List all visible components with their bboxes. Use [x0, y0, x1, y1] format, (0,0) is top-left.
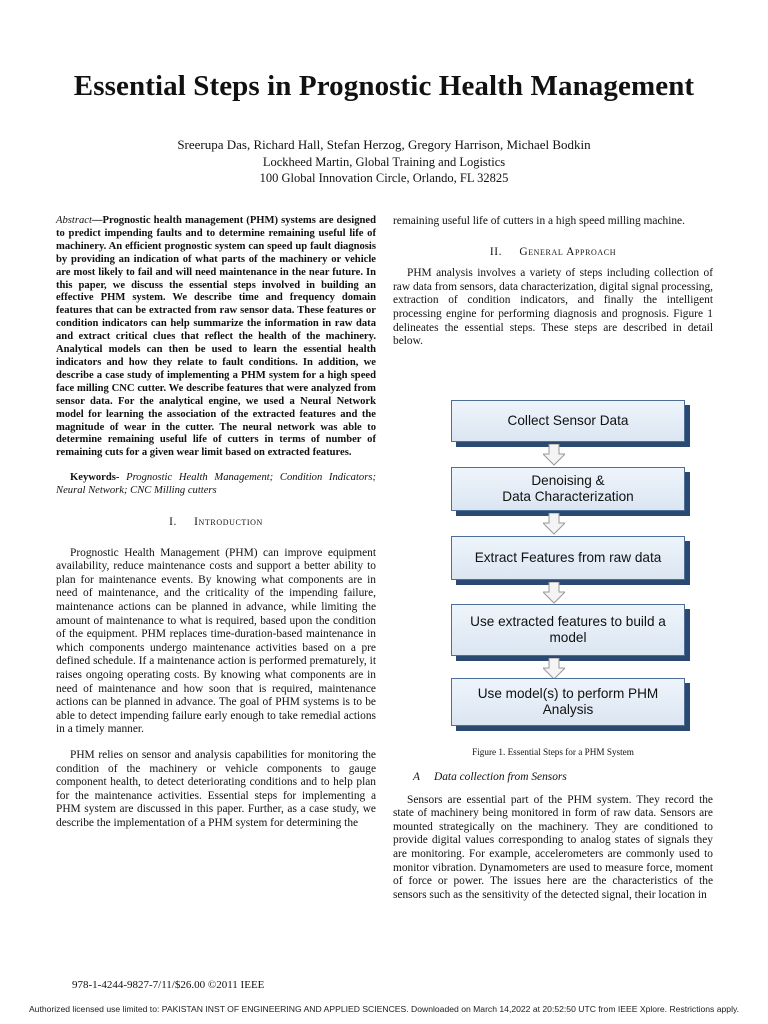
license-notice: Authorized licensed use limited to: PAKISTAN INST OF ENGINEERING AND APPLIED SCIENCES. Downloaded on March 14,2022 at 20:52:50 UTC from IEEE Xplore. Restrictions apply. [28, 1004, 740, 1014]
abstract-label: Abstract [56, 215, 92, 226]
section-heading-introduction: I. Introduction [169, 516, 263, 529]
keywords-label: Keywords- [70, 472, 120, 484]
right-column-bottom [393, 771, 713, 902]
step-box-extract-features: Extract Features from raw data [451, 536, 685, 580]
figure-caption: Figure 1. Essential Steps for a PHM System [472, 747, 634, 757]
affiliation-line-2: 100 Global Innovation Circle, Orlando, FL 32825 [259, 171, 509, 185]
section-heading-general-approach: II. General Approach [489, 245, 617, 258]
abstract [56, 215, 376, 460]
keywords [56, 472, 376, 498]
data-collection-paragraph: Sensors are essential part of the PHM system. They record the state of machinery being monitored in form of raw data. Sensors are mounted strategically on the machinery. They are conditioned to provide digital values corresponding to analog states of signals they are monitoring. For example, accelerometers are commonly used to monitor vibration. Dynamometers are used to measure force, moment of force or power. The issues here are the characteristics of the sensors such as the sensitivity of the detected signal, their location in [393, 793, 713, 901]
copyright-footer: 978-1-4244-9827-7/11/$26.00 ©2011 IEEE [72, 979, 265, 991]
down-arrow-icon [543, 444, 565, 466]
figure-1-flowchart [393, 390, 713, 740]
continued-text: remaining useful life of cutters in a high speed milling machine. [393, 215, 685, 227]
down-arrow-icon [543, 513, 565, 535]
keywords-text: Prognostic Health Management; Condition Indicators; Neural Network; CNC Milling cutters [56, 472, 376, 497]
step-box-denoising: Denoising & Data Characterization [451, 467, 685, 511]
general-approach-paragraph: PHM analysis involves a variety of steps including collection of raw data from sensors, data characterization, digital signal processing, extraction of condition indicators, and finally the intelligent processing engine for performing diagnosis and prognosis. Figure 1 delineates the essential steps. These steps are described in detail below. [393, 267, 713, 348]
paper-title: Essential Steps in Prognostic Health Management [73, 70, 695, 102]
affiliation-line-1: Lockheed Martin, Global Training and Logistics [262, 155, 506, 169]
step-box-collect-sensor-data: Collect Sensor Data [451, 400, 685, 442]
step-box-build-model: Use extracted features to build a model [451, 604, 685, 656]
author-list: Sreerupa Das, Richard Hall, Stefan Herzog, Gregory Harrison, Michael Bodkin [177, 137, 591, 152]
abstract-text: Prognostic health management (PHM) systems are designed to predict impending faults and to determine remaining useful life of machinery. An efficient prognostic system can speed up fault diagnosis by providing an indication of what parts of the machinery or vehicle are most likely to fail and will need maintenance in the near future. In this paper, we discuss the essential steps involved in building an effective PHM system. We describe time and frequency domain features that can be extracted from raw sensor data. These features or condition indicators can help summarize the information in raw data and extract critical clues that reflect the health of the machinery. Analytical models can then be used to learn the essential health indicators and how they relate to fault conditions. In addition, we describe a case study of implementing a PHM system for a high speed face milling CNC cutter. We describe features that were analyzed from sensor data. For the analytical engine, we used a Neural Network model for learning the association of the extracted features and the magnitude of wear in the cutter. The neural network was able to determine remaining useful life of cutters in terms of number of remaining cuts for a given wear limit based on extracted features. [56, 215, 376, 459]
intro-paragraph-1: Prognostic Health Management (PHM) can improve equipment availability, reduce maintenance costs and support a better ability to plan for maintenance events. By knowing what components are in need of maintenance, and the criticality of the impending failure, maintenance actions can be planned in advance, while limiting the amount of maintenance to what is required, based upon the condition of the equipment. PHM replaces time-duration-based maintenance in which components undergo maintenance activities based on a pre defined schedule. If a maintenance action is performed prematurely, it raises ongoing operating costs. By knowing what components are in need of maintenance and how soon that is required, maintenance actions can be planned in advance. The goal of PHM systems is to be able to detect impending failure early enough to take remedial actions in a timely manner. [56, 546, 376, 736]
intro-paragraph-2: PHM relies on sensor and analysis capabilities for monitoring the condition of the machinery or vehicle components to gauge component health, to detect deteriorating conditions and to help plan for the maintenance activities. Essential steps for implementing a PHM system are discussed in this paper. Further, as a case study, we describe the implementation of a PHM system for determining the [56, 748, 376, 829]
down-arrow-icon [543, 582, 565, 604]
subsection-heading-data-collection: A Data collection from Sensors [413, 771, 567, 783]
abstract-dash: — [91, 215, 103, 226]
down-arrow-icon [543, 658, 565, 680]
left-column [56, 215, 376, 831]
right-column-top [393, 215, 713, 349]
step-box-phm-analysis: Use model(s) to perform PHM Analysis [451, 678, 685, 726]
